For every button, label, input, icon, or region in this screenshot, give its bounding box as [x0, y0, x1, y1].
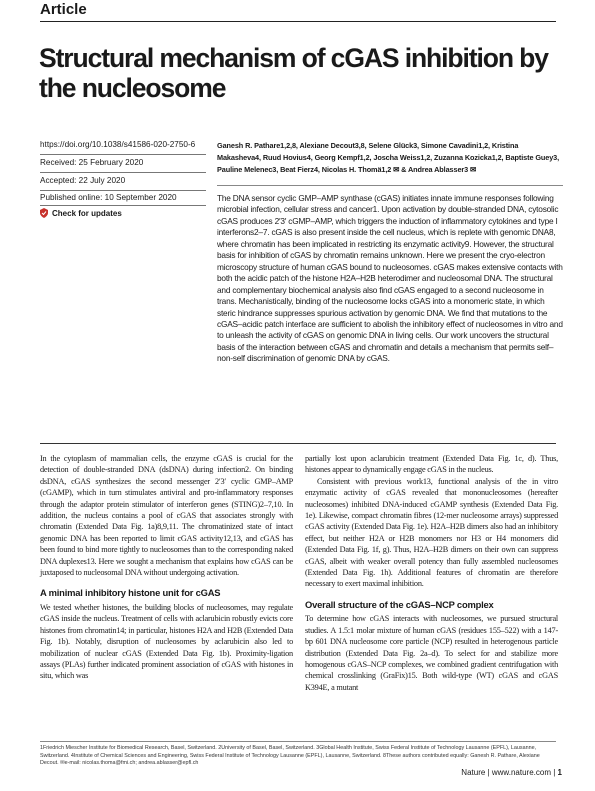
meta-divider	[40, 205, 206, 206]
doi-link[interactable]: https://doi.org/10.1038/s41586-020-2750-6	[40, 140, 196, 149]
body-paragraph: We tested whether histones, the building blocks of nucleosomes, may regulate cGAS inside the nucleus. Treatment of cells with aclarubicin robustly evicts core histones from chromatin14; in particular, histones H2A and H2B (Extended Data Fig. 1b). Notably, disruption of nucleosomes by aclarubicin also led to mobilization of nuclear cGAS (Extended Data Fig. 1b). Proximity-ligation assays (PLAs) further indicated prominent association of cGAS with histones in situ, which was	[40, 602, 293, 681]
meta-divider	[40, 190, 206, 191]
page-number: 1	[557, 768, 562, 777]
check-updates-label: Check for updates	[52, 208, 122, 218]
section-heading: Overall structure of the cGAS–NCP complex	[305, 598, 494, 610]
body-paragraph: partially lost upon aclarubicin treatment (Extended Data Fig. 1c, d). Thus, histones appear to dynamically engage cGAS in the nucleus.	[305, 454, 558, 475]
page-footer: Nature | www.nature.com | 1	[461, 768, 562, 777]
published-date: Published online: 10 September 2020	[40, 193, 177, 202]
section-heading: A minimal inhibitory histone unit for cGAS	[40, 587, 221, 599]
author-list: Ganesh R. Pathare1,2,8, Alexiane Decout3,8, Selene Glück3, Simone Cavadini1,2, Kristina Makasheva4, Ruud Hovius4, Georg Kempf1,2, Joscha Weiss1,2, Zuzanna Kozicka1,2, Baptiste Guey3, Pauline Melenec3, Beat Fierz4, Nicolas H. Thomä1,2 ✉ & Andrea Ablasser3 ✉	[217, 141, 560, 175]
article-type-label: Article	[40, 1, 87, 18]
abstract: The DNA sensor cyclic GMP–AMP synthase (cGAS) initiates innate immune responses following microbial infection, cellular stress and cancer1. Upon activation by double-stranded DNA, cytosolic cGAS produces 2′3′ cGMP–AMP, which triggers the induction of inflammatory cytokines and type I interferons2–7. cGAS is also present inside the cell nucleus, which is replete with genomic DNA8, where chromatin has been implicated in restricting its enzymatic activity9. However, the structural basis for inhibition of cGAS by chromatin remains unknown. Here we present the cryo-electron microscopy structure of human cGAS bound to nucleosomes. cGAS makes extensive contacts with both the acidic patch of the histone H2A–H2B heterodimer and nucleosomal DNA. The structural and complementary biochemical analysis also find cGAS engaged to a second nucleosome in trans. Mechanistically, binding of the nucleosome locks cGAS into a monomeric state, in which steric hindrance suppresses spurious activation by genomic DNA. We find that mutations to the cGAS–acidic patch interface are sufficient to abolish the inhibitory effect of nucleosomes in vitro and to unleash the activity of cGAS on genomic DNA in living cells. Our work uncovers the structural basis of the interaction between cGAS and chromatin and details a mechanism that permits self–non-self discrimination of genomic DNA by cGAS.	[217, 193, 563, 364]
header-rule	[40, 21, 556, 22]
body-paragraph: In the cytoplasm of mammalian cells, the enzyme cGAS is crucial for the detection of double-stranded DNA (dsDNA) during infection2. On binding dsDNA, cGAS synthesizes the second messenger 2′3′ cyclic GMP–AMP (cGAMP), which in turn stimulates antiviral and pro-inflammatory responses through the adaptor protein stimulator of interferon genes (STING)2–7,10. In addition, the nucleus contains a pool of cGAS that associates strongly with chromatin (Extended Data Fig. 1a)8,9,11. The chromatinized state of intact genomic DNA has been reported to limit cGAS activity12,13, and cGAS has been found to bind more tightly to nucleosomes than to the corresponding naked DNA duplexes13. Here we sought a mechanism that explains how cGAS can be juxtaposed to nucleosomal DNA without undergoing activation.	[40, 454, 293, 578]
meta-divider	[40, 154, 206, 155]
body-column-right	[305, 453, 558, 693]
journal-site[interactable]: www.nature.com	[491, 768, 551, 777]
journal-name: Nature	[461, 768, 486, 777]
check-updates-button[interactable]	[40, 208, 122, 218]
check-updates-icon	[40, 208, 48, 218]
meta-divider	[40, 172, 206, 173]
accepted-date: Accepted: 22 July 2020	[40, 176, 126, 185]
body-column-left	[40, 453, 293, 682]
body-paragraph: Consistent with previous work13, functional analysis of the in vitro enzymatic activity of cGAS revealed that mononucleosomes (hereafter nucleosomes) inhibited DNA-induced cGAMP synthesis (Extended Data Fig. 1e). Likewise, compact chromatin fibres (12-mer nucleosome arrays) suppressed cGAS activity (Extended Data Fig. 1e). H2A–H2B dimers also had an inhibitory effect, but neither H2A or H2B monomers nor H3 or H4 monomers did (Extended Data Fig. 1f, g). Thus, H2A–H2B dimers on their own can suppress cGAS, albeit with weaker overall potency than fully assembled nucleosomes (Extended Data Fig. 1h). Additional features of chromatin are therefore necessary to exert maximal inhibition.	[305, 476, 558, 589]
paper-title: Structural mechanism of cGAS inhibition by the nucleosome	[39, 43, 548, 103]
authors-divider	[217, 185, 563, 186]
affiliation-footnotes: 1Friedrich Miescher Institute for Biomedical Research, Basel, Switzerland. 2University of Basel, Basel, Switzerland. 3Global Health Institute, Swiss Federal Institute of Technology Lausanne (EPFL), Lausanne, Switzerland. 4Institute of Chemical Sciences and Engineering, Swiss Federal Institute of Technology Lausanne (EPFL), Lausanne, Switzerland. 8These authors contributed equally: Ganesh R. Pathare, Alexiane Decout. ✉e-mail: nicolas.thoma@fmi.ch; andrea.ablasser@epfl.ch	[40, 745, 540, 767]
body-paragraph: To determine how cGAS interacts with nucleosomes, we pursued structural studies. A 1.5:1 molar mixture of human cGAS (residues 155–522) with a 147-bp 601 DNA nucleosome core particle (NCP) resulted in heterogenous particle distribution (Extended Data Fig. 2a–d). To select for and stabilize more homogenous cGAS–NCP complexes, we combined gradient centrifugation with chemical crosslinking (GraFix)15. Both wild-type (WT) cGAS and cGAS K394E, a mutant	[305, 614, 558, 692]
received-date: Received: 25 February 2020	[40, 158, 144, 167]
footnote-divider	[40, 741, 556, 742]
body-divider	[40, 443, 556, 444]
